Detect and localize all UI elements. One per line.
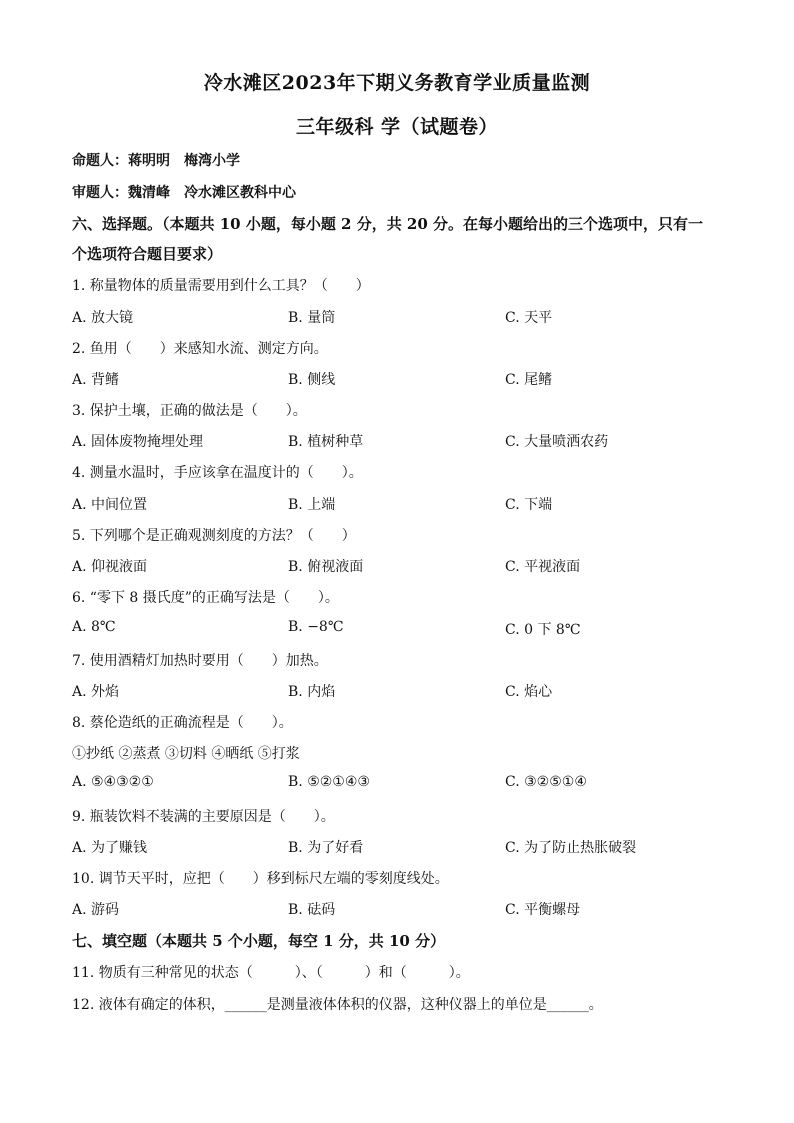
question-steps: ①抄纸 ②蒸煮 ③切料 ④晒纸 ⑤打浆 — [72, 746, 300, 762]
option-b: B. −8℃ — [288, 619, 344, 635]
option-b: B. 侧线 — [288, 372, 336, 388]
option-c: C. 下端 — [505, 497, 553, 513]
reviewer-line: 审题人：魏清峰 冷水滩区教科中心 — [72, 185, 296, 201]
option-b: B. 砝码 — [288, 902, 336, 918]
option-a: A. 中间位置 — [72, 497, 148, 513]
option-c: C. 为了防止热胀破裂 — [505, 840, 637, 856]
option-c: C. 尾鳍 — [505, 372, 553, 388]
option-a: A. 固体废物掩埋处理 — [72, 434, 204, 450]
option-a: A. 仰视液面 — [72, 559, 148, 575]
question-stem: 1. 称量物体的质量需要用到什么工具？（ ） — [72, 278, 370, 294]
author-line: 命题人：蒋明明 梅湾小学 — [72, 153, 240, 169]
option-c: C. 平衡螺母 — [505, 902, 581, 918]
question-stem: 3. 保护土壤，正确的做法是（ ）。 — [72, 403, 307, 419]
option-a: A. 外焰 — [72, 684, 120, 700]
section7-heading: 七、填空题（本题共 5 个小题，每空 1 分，共 10 分） — [72, 932, 446, 950]
question-stem: 9. 瓶装饮料不装满的主要原因是（ ）。 — [72, 809, 335, 825]
option-b: B. ⑤②①④③ — [288, 774, 370, 790]
question-stem: 10. 调节天平时，应把（ ）移到标尺左端的零刻度线处。 — [72, 871, 449, 887]
question-stem: 12. 液体有确定的体积，______是测量液体体积的仪器，这种仪器上的单位是______。 — [72, 997, 603, 1013]
option-b: B. 俯视液面 — [288, 559, 364, 575]
option-a: A. ⑤④③②① — [72, 774, 154, 790]
option-c: C. 大量喷洒农药 — [505, 434, 609, 450]
question-stem: 4. 测量水温时，手应该拿在温度计的（ ）。 — [72, 465, 363, 481]
option-c: C. 0 下 8℃ — [505, 622, 581, 638]
question-stem: 5. 下列哪个是正确观测刻度的方法？（ ） — [72, 528, 356, 544]
option-c: C. ③②⑤①④ — [505, 774, 587, 790]
option-b: B. 植树种草 — [288, 434, 364, 450]
exam-subtitle: 三年级科 学（试题卷） — [295, 116, 499, 138]
question-stem: 2. 鱼用（ ）来感知水流、测定方向。 — [72, 341, 328, 357]
option-b: B. 为了好看 — [288, 840, 364, 856]
option-a: A. 游码 — [72, 902, 120, 918]
option-a: A. 背鳍 — [72, 372, 120, 388]
option-a: A. 为了赚钱 — [72, 840, 148, 856]
option-b: B. 内焰 — [288, 684, 336, 700]
option-c: C. 平视液面 — [505, 559, 581, 575]
section6-heading: 六、选择题。（本题共 10 小题，每小题 2 分，共 20 分。在每小题给出的三个选项中，只有一 — [72, 215, 704, 233]
question-stem: 6. “零下 8 摄氏度”的正确写法是（ ）。 — [72, 590, 339, 606]
exam-title: 冷水滩区2023年下期义务教育学业质量监测 — [203, 72, 591, 94]
option-b: B. 上端 — [288, 497, 336, 513]
option-c: C. 焰心 — [505, 684, 553, 700]
section6-heading-cont: 个选项符合题目要求） — [72, 245, 223, 263]
question-stem: 11. 物质有三种常见的状态（ ）、（ ）和（ ）。 — [72, 965, 470, 981]
question-stem: 8. 蔡伦造纸的正确流程是（ ）。 — [72, 715, 293, 731]
option-a: A. 放大镜 — [72, 310, 134, 326]
option-a: A. 8℃ — [72, 619, 116, 635]
option-c: C. 天平 — [505, 310, 553, 326]
option-b: B. 量筒 — [288, 310, 336, 326]
question-stem: 7. 使用酒精灯加热时要用（ ）加热。 — [72, 653, 328, 669]
